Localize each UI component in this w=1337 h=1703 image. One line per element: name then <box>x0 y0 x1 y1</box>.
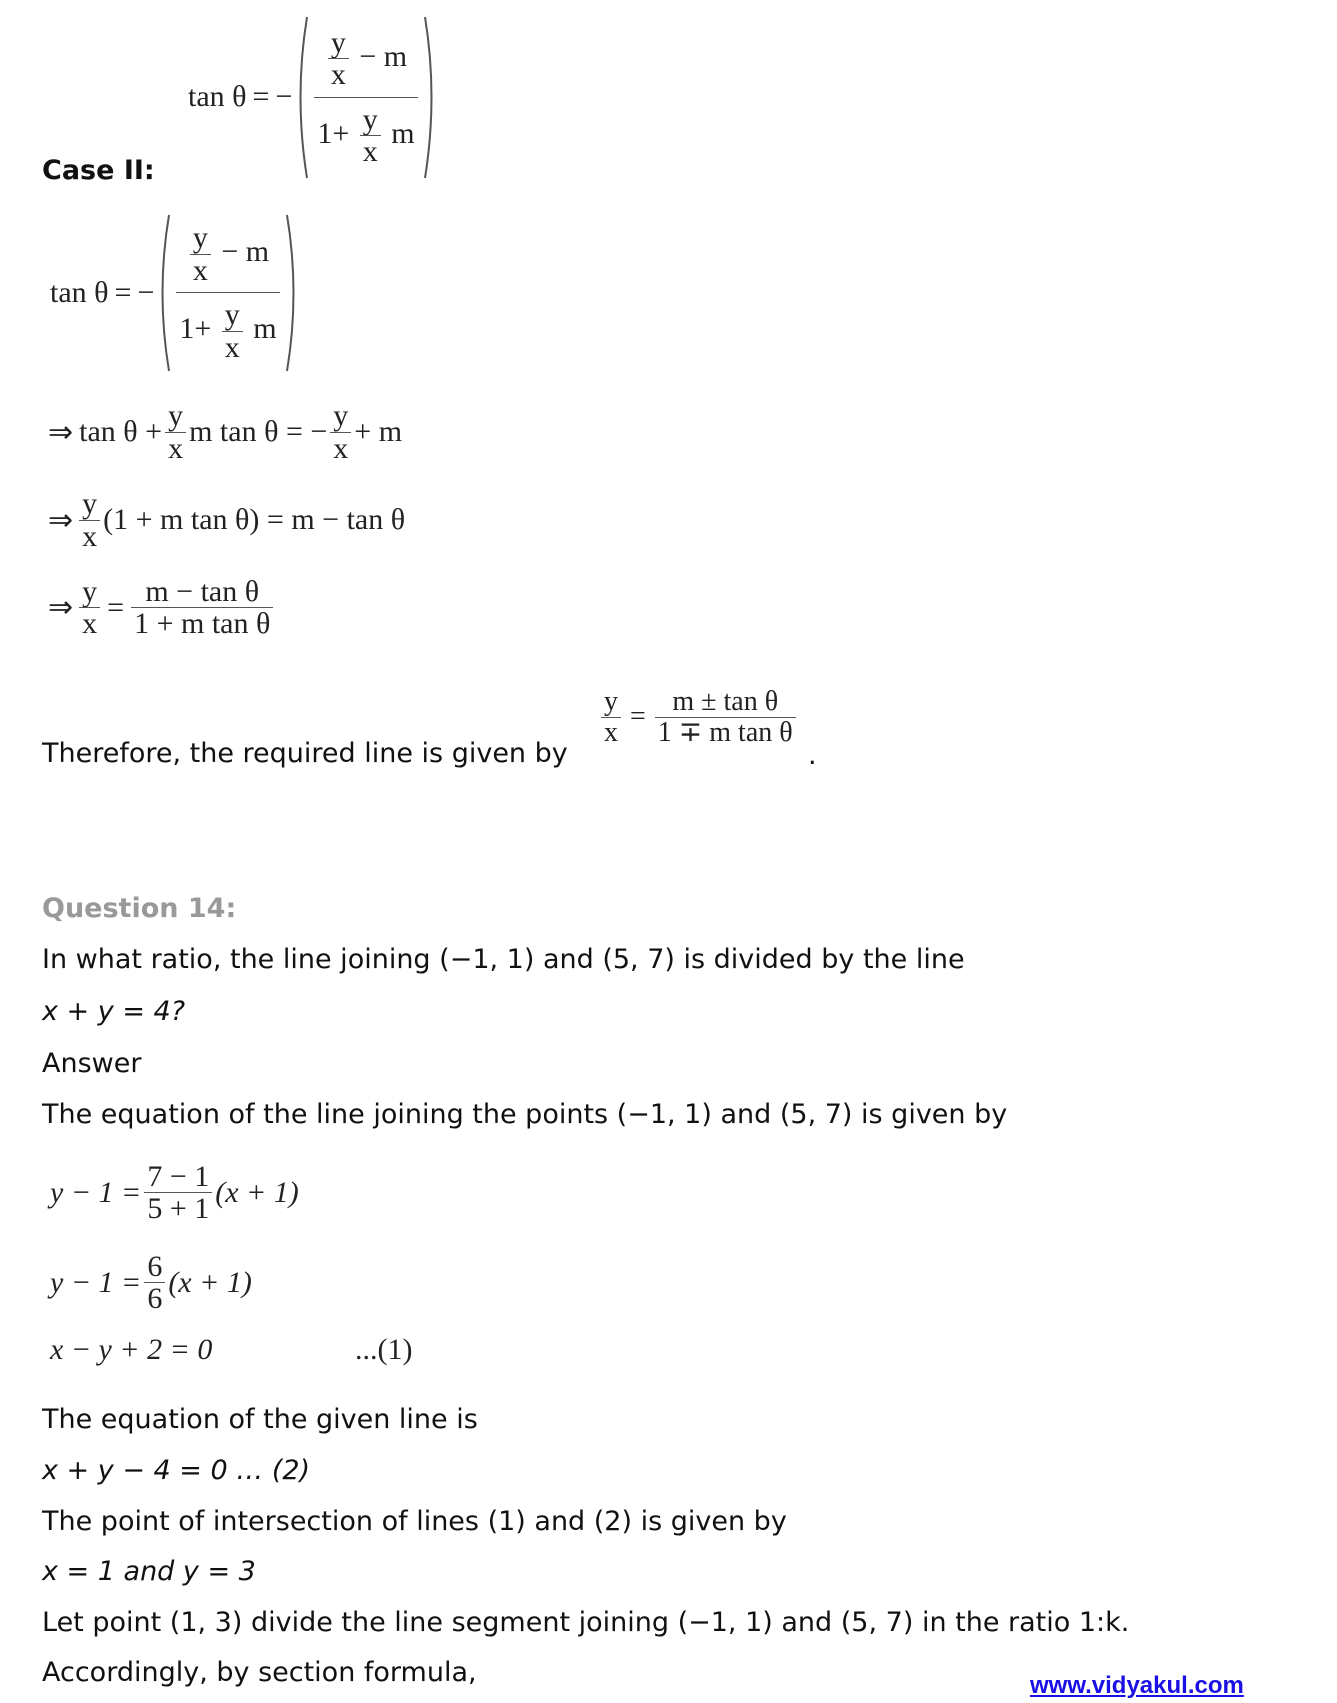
frac-num: y <box>604 686 618 718</box>
frac-den: 5 + 1 <box>144 1192 212 1225</box>
eq2-lhs: y − 1 = <box>50 1265 142 1299</box>
case1-den-rest: m <box>391 116 415 150</box>
case2-den-rest: m <box>253 311 277 345</box>
case1-den-lead: 1+ <box>317 116 350 150</box>
step1-equation <box>48 392 402 472</box>
frac-den: x <box>222 331 243 364</box>
answer-label: Answer <box>42 1048 142 1079</box>
frac-num: y <box>333 399 349 432</box>
frac-den: x <box>328 58 349 91</box>
case2-eq: = <box>114 275 132 309</box>
case1-big-fraction <box>314 27 417 168</box>
frac-den: x <box>601 717 621 747</box>
answer-eq1 <box>50 1150 299 1235</box>
answer-paragraph-2: The equation of the given line is <box>42 1404 478 1435</box>
question-line-1: In what ratio, the line joining (−1, 1) and (5, 7) is divided by the line <box>42 944 965 975</box>
case1-num-rest: − m <box>359 39 408 73</box>
eq3-text: x − y + 2 = 0 <box>50 1333 213 1366</box>
answer-paragraph-3: x + y − 4 = 0 … (2) <box>42 1455 311 1486</box>
frac-num: y <box>192 221 208 254</box>
frac-num: 6 <box>147 1249 163 1283</box>
step2-rest: (1 + m tan θ) = m − tan θ <box>103 503 406 536</box>
case1-lhs: tan θ <box>188 80 247 113</box>
step2-equation <box>48 480 405 560</box>
question-line-2: x + y = 4? <box>42 996 186 1027</box>
frac-num: m ± tan θ <box>672 686 779 718</box>
frac-den: 1 + m tan θ <box>131 607 273 640</box>
frac-den: 1 ∓ m tan θ <box>655 717 796 747</box>
step1-part-c: + m <box>354 415 403 448</box>
right-paren-icon <box>422 15 440 180</box>
answer-paragraph-6: Let point (1, 3) divide the line segment joining (−1, 1) and (5, 7) in the ratio 1:k. <box>42 1607 1130 1638</box>
case2-den-lead: 1+ <box>179 311 212 345</box>
frac-num: y <box>362 102 378 136</box>
case1-neg: − <box>275 80 293 113</box>
frac-num: y <box>224 298 240 331</box>
eq1-rest: (x + 1) <box>215 1175 299 1209</box>
implies-arrow-icon: ⇒ <box>48 591 74 624</box>
left-paren-icon <box>292 15 310 180</box>
eq3-tag: ...(1) <box>355 1333 413 1366</box>
right-paren-icon <box>284 213 302 373</box>
frac-den: x <box>79 520 100 553</box>
conclusion-text: Therefore, the required line is given by <box>42 738 568 769</box>
eq2-rest: (x + 1) <box>168 1265 252 1299</box>
frac-den: x <box>79 607 100 640</box>
case2-neg: − <box>137 275 155 309</box>
case2-lhs: tan θ <box>50 275 109 309</box>
answer-eq3 <box>50 1333 212 1378</box>
frac-num: y <box>168 399 184 432</box>
conclusion-equation <box>598 672 799 762</box>
case1-eq: = <box>252 80 270 113</box>
answer-paragraph-7: Accordingly, by section formula, <box>42 1657 477 1688</box>
frac-den: x <box>165 432 186 465</box>
case2-heading: Case II: <box>42 155 155 186</box>
answer-paragraph-1: The equation of the line joining the points (−1, 1) and (5, 7) is given by <box>42 1099 1008 1130</box>
frac-den: x <box>330 432 351 465</box>
eq1-lhs: y − 1 = <box>50 1175 142 1209</box>
frac-num: y <box>82 487 98 520</box>
vidyakul-link[interactable]: www.vidyakul.com <box>1030 1672 1244 1699</box>
conclusion-period: . <box>808 740 817 771</box>
case2-big-fraction <box>176 222 279 363</box>
frac-num: m − tan θ <box>145 574 260 608</box>
step3-equation <box>48 565 276 650</box>
case1-equation <box>188 12 440 182</box>
step1-part-a: tan θ + <box>79 415 163 448</box>
step1-part-b: m tan θ = − <box>189 415 328 448</box>
implies-arrow-icon: ⇒ <box>48 503 74 537</box>
left-paren-icon <box>154 213 172 373</box>
frac-den: 6 <box>144 1282 165 1315</box>
frac-num: 7 − 1 <box>147 1159 210 1193</box>
frac-num: y <box>330 25 346 59</box>
step3-eq: = <box>107 590 125 624</box>
frac-den: x <box>190 254 211 287</box>
frac-num: y <box>82 574 98 608</box>
case2-num-rest: − m <box>221 234 270 268</box>
case2-equation <box>50 210 302 375</box>
conclusion-eq: = <box>630 701 646 732</box>
implies-arrow-icon: ⇒ <box>48 415 74 449</box>
answer-eq2 <box>50 1240 252 1325</box>
question-title: Question 14: <box>42 893 237 924</box>
answer-paragraph-4: The point of intersection of lines (1) and (2) is given by <box>42 1506 787 1537</box>
frac-den: x <box>360 135 381 168</box>
answer-paragraph-5: x = 1 and y = 3 <box>42 1556 256 1587</box>
